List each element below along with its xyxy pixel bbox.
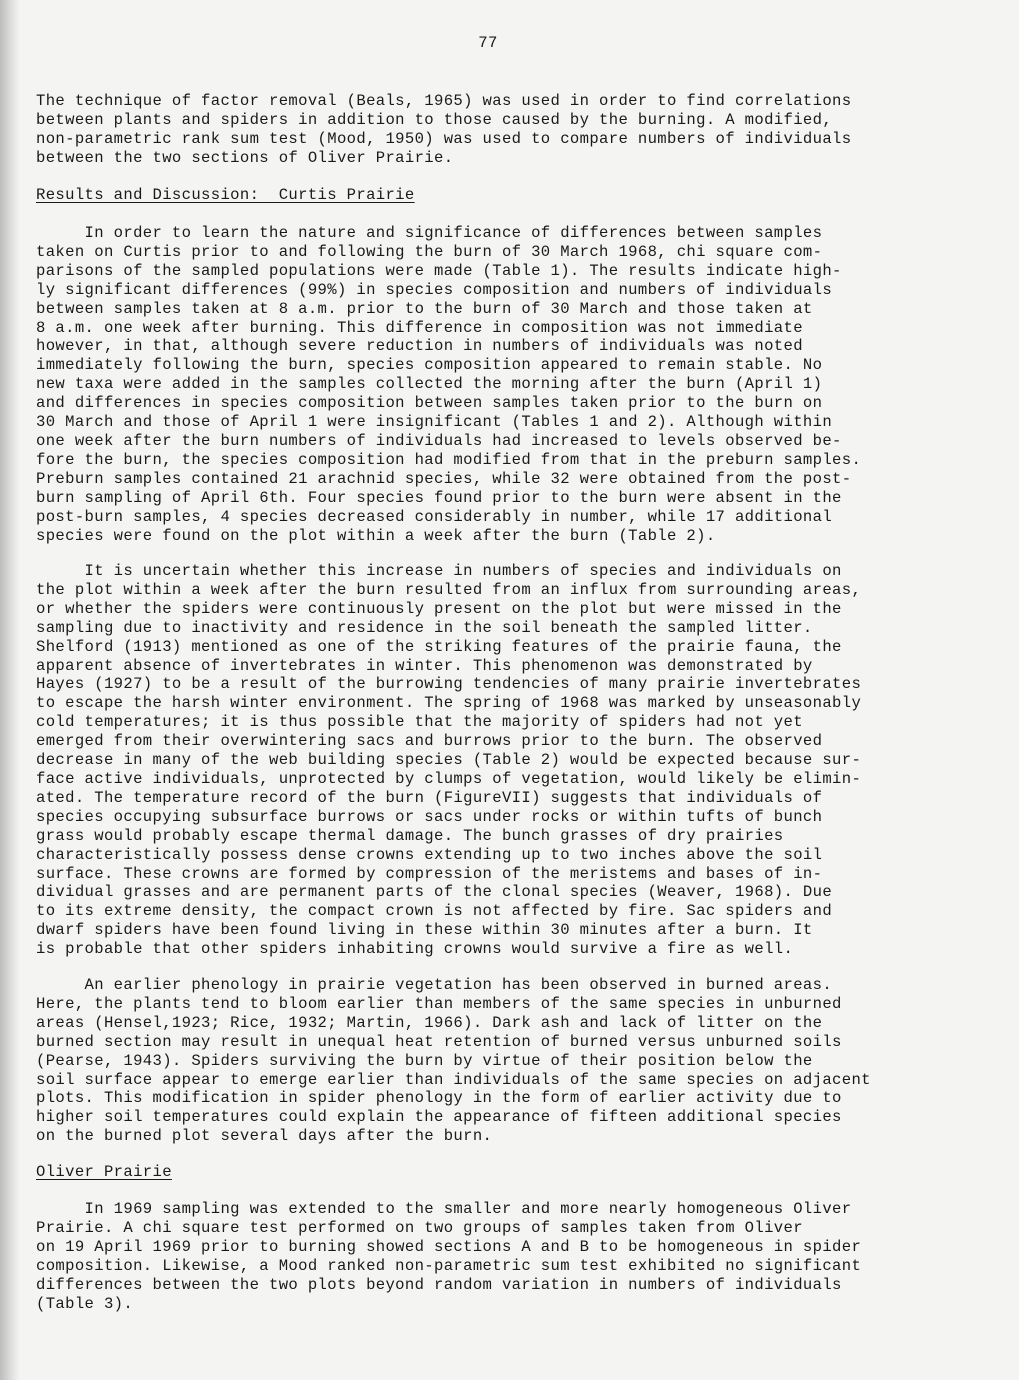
scan-shadow-edge bbox=[0, 0, 20, 1380]
paragraph-line: It is uncertain whether this increase in numbers of species and individuals on bbox=[36, 562, 842, 580]
paragraph-line: Shelford (1913) mentioned as one of the striking features of the prairie fauna, the bbox=[36, 637, 842, 656]
paragraph-line: or whether the spiders were continuously present on the plot but were missed in the bbox=[36, 599, 842, 618]
paragraph-line: (Pearse, 1943). Spiders surviving the burn by virtue of their position below the bbox=[36, 1051, 813, 1070]
paragraph-line: dividual grasses and are permanent parts of the clonal species (Weaver, 1968). Due bbox=[36, 883, 833, 902]
paragraph-line: burn sampling of April 6th. Four species found prior to the burn were absent in the bbox=[36, 488, 842, 507]
paragraph-line: apparent absence of invertebrates in winter. This phenomenon was demonstrated by bbox=[36, 656, 813, 675]
paragraph-line: emerged from their overwintering sacs and burrows prior to the burn. The observed bbox=[36, 732, 823, 751]
paragraph-line: between the two sections of Oliver Prairie. bbox=[36, 148, 454, 167]
page-number: 77 bbox=[478, 34, 498, 52]
paragraph-line: however, in that, although severe reduction in numbers of individuals was noted bbox=[36, 337, 803, 356]
intro-paragraph bbox=[36, 92, 1006, 168]
paragraph-line: Hayes (1927) to be a result of the burrowing tendencies of many prairie invertebrates bbox=[36, 675, 862, 694]
paragraph-line: face active individuals, unprotected by clumps of vegetation, would likely be elimin- bbox=[36, 769, 862, 788]
paragraph-line: Here, the plants tend to bloom earlier than members of the same species in unburned bbox=[36, 994, 842, 1013]
paragraph-line: grass would probably escape thermal damage. The bunch grasses of dry prairies bbox=[36, 826, 784, 845]
paragraph-line: ly significant differences (99%) in species composition and numbers of individuals bbox=[36, 280, 833, 299]
paragraph-line: cold temperatures; it is thus possible that the majority of spiders had not yet bbox=[36, 713, 803, 732]
paragraph-line: to escape the harsh winter environment. The spring of 1968 was marked by unseasonably bbox=[36, 694, 862, 713]
paragraph-line: to its extreme density, the compact crown is not affected by fire. Sac spiders and bbox=[36, 902, 833, 921]
paragraph-line: the plot within a week after the burn resulted from an influx from surrounding areas, bbox=[36, 580, 862, 599]
paragraph-line: sampling due to inactivity and residence in the soil beneath the sampled litter. bbox=[36, 618, 813, 637]
oliver-paragraph bbox=[36, 1200, 1006, 1313]
paragraph-line: Prairie. A chi square test performed on two groups of samples taken from Oliver bbox=[36, 1218, 803, 1237]
curtis-paragraph-1 bbox=[36, 224, 1006, 545]
paragraph-line: differences between the two plots beyond random variation in numbers of individuals bbox=[36, 1275, 842, 1294]
paragraph-line: one week after the burn numbers of individuals had increased to levels observed be- bbox=[36, 431, 842, 450]
paragraph-line: non-parametric rank sum test (Mood, 1950) was used to compare numbers of individuals bbox=[36, 129, 852, 148]
section-heading-oliver-prairie: Oliver Prairie bbox=[36, 1163, 172, 1181]
paragraph-line: (Table 3). bbox=[36, 1294, 134, 1313]
paragraph-line: is probable that other spiders inhabiting crowns would survive a fire as well. bbox=[36, 940, 794, 959]
paragraph-line: In order to learn the nature and significance of differences between samples bbox=[36, 224, 823, 242]
paragraph-line: parisons of the sampled populations were made (Table 1). The results indicate high- bbox=[36, 261, 842, 280]
paragraph-line: species occupying subsurface burrows or sacs under rocks or within tufts of bunch bbox=[36, 807, 823, 826]
paragraph-line: surface. These crowns are formed by compression of the meristems and bases of in- bbox=[36, 864, 823, 883]
paragraph-line: species were found on the plot within a week after the burn (Table 2). bbox=[36, 526, 716, 545]
curtis-paragraph-2 bbox=[36, 562, 1006, 959]
paragraph-line: higher soil temperatures could explain the appearance of fifteen additional species bbox=[36, 1108, 842, 1127]
paragraph-line: composition. Likewise, a Mood ranked non-parametric sum test exhibited no significant bbox=[36, 1256, 862, 1275]
paragraph-line: areas (Hensel,1923; Rice, 1932; Martin, 1966). Dark ash and lack of litter on the bbox=[36, 1013, 823, 1032]
paragraph-line: post-burn samples, 4 species decreased considerably in number, while 17 additional bbox=[36, 507, 833, 526]
paragraph-line: plots. This modification in spider phenology in the form of earlier activity due to bbox=[36, 1089, 842, 1108]
paragraph-line: between plants and spiders in addition to those caused by the burning. A modified, bbox=[36, 110, 833, 129]
paragraph-line: characteristically possess dense crowns extending up to two inches above the soil bbox=[36, 845, 823, 864]
paragraph-line: on the burned plot several days after the burn. bbox=[36, 1127, 493, 1146]
paragraph-line: An earlier phenology in prairie vegetation has been observed in burned areas. bbox=[36, 976, 833, 994]
paragraph-line: between samples taken at 8 a.m. prior to the burn of 30 March and those taken at bbox=[36, 299, 813, 318]
paragraph-line: immediately following the burn, species composition appeared to remain stable. No bbox=[36, 356, 823, 375]
paragraph-line: taken on Curtis prior to and following the burn of 30 March 1968, chi square com- bbox=[36, 242, 823, 261]
paragraph-line: dwarf spiders have been found living in these within 30 minutes after a burn. It bbox=[36, 921, 813, 940]
paragraph-line: decrease in many of the web building species (Table 2) would be expected because sur- bbox=[36, 751, 862, 770]
paragraph-line: burned section may result in unequal heat retention of burned versus unburned soils bbox=[36, 1032, 842, 1051]
paragraph-line: 30 March and those of April 1 were insignificant (Tables 1 and 2). Although within bbox=[36, 413, 833, 432]
paragraph-line: new taxa were added in the samples collected the morning after the burn (April 1) bbox=[36, 375, 823, 394]
section-heading-curtis-prairie: Results and Discussion: Curtis Prairie bbox=[36, 186, 415, 204]
paragraph-line: ated. The temperature record of the burn (FigureVII) suggests that individuals of bbox=[36, 788, 823, 807]
paragraph-line: soil surface appear to emerge earlier than individuals of the same species on adjacent bbox=[36, 1070, 871, 1089]
paragraph-line: In 1969 sampling was extended to the smaller and more nearly homogeneous Oliver bbox=[36, 1200, 852, 1218]
paragraph-line: 8 a.m. one week after burning. This difference in composition was not immediate bbox=[36, 318, 803, 337]
paragraph-line: on 19 April 1969 prior to burning showed sections A and B to be homogeneous in spider bbox=[36, 1237, 862, 1256]
paragraph-line: Preburn samples contained 21 arachnid species, while 32 were obtained from the post- bbox=[36, 469, 852, 488]
paragraph-line: fore the burn, the species composition had modified from that in the preburn samples. bbox=[36, 450, 862, 469]
paragraph-line: and differences in species composition between samples taken prior to the burn on bbox=[36, 394, 823, 413]
paragraph-line: The technique of factor removal (Beals, 1965) was used in order to find correlations bbox=[36, 92, 852, 110]
curtis-paragraph-3 bbox=[36, 976, 1006, 1146]
